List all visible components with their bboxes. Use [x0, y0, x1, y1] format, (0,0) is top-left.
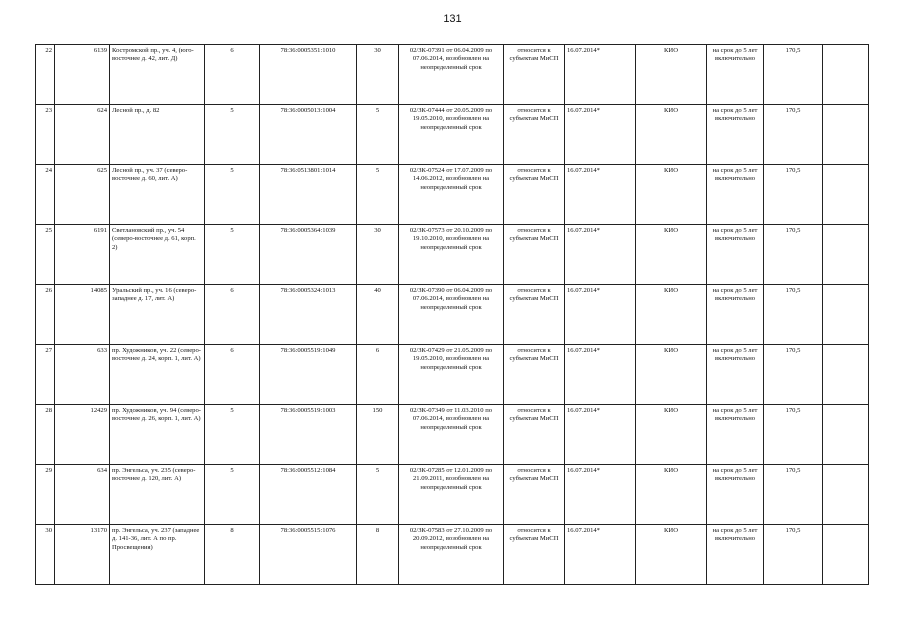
cadastral-number-cell: 78:36:0005519:1003: [260, 405, 357, 465]
area-cell: 40: [357, 285, 399, 345]
zone-cell: 5: [205, 465, 260, 525]
date-cell: 16.07.2014*: [565, 525, 636, 585]
area-cell: 5: [357, 465, 399, 525]
cadastral-number-cell: 78:36:0513801:1014: [260, 165, 357, 225]
object-code-cell: 14085: [55, 285, 110, 345]
area-cell: 150: [357, 405, 399, 465]
address-cell: Костромской пр., уч. 4, (юго-восточнее д. 42, лит. Д): [110, 45, 205, 105]
row-number-cell: 24: [36, 165, 55, 225]
cadastral-number-cell: 78:36:0005324:1013: [260, 285, 357, 345]
contract-cell: 02/ЗК-07391 от 06.04.2009 по 07.06.2014, возобновлен на неопределенный срок: [399, 45, 504, 105]
extra-cell: [823, 525, 869, 585]
area-cell: 30: [357, 225, 399, 285]
row-number-cell: 22: [36, 45, 55, 105]
zone-cell: 8: [205, 525, 260, 585]
table-body: [36, 45, 869, 585]
registry-table: [35, 44, 869, 585]
table-row: [36, 45, 869, 105]
price-cell: 170,5: [764, 165, 823, 225]
date-cell: 16.07.2014*: [565, 345, 636, 405]
date-cell: 16.07.2014*: [565, 225, 636, 285]
object-code-cell: 634: [55, 465, 110, 525]
organization-cell: КИО: [636, 525, 707, 585]
category-cell: относится к субъектам МиСП: [504, 225, 565, 285]
page-number: 131: [443, 13, 462, 25]
term-cell: на срок до 5 лет включительно: [707, 465, 764, 525]
term-cell: на срок до 5 лет включительно: [707, 165, 764, 225]
zone-cell: 6: [205, 345, 260, 405]
extra-cell: [823, 405, 869, 465]
address-cell: пр. Художников, уч. 94 (северо-восточнее д. 26, корп. 1, лит. А): [110, 405, 205, 465]
object-code-cell: 625: [55, 165, 110, 225]
date-cell: 16.07.2014*: [565, 405, 636, 465]
price-cell: 170,5: [764, 45, 823, 105]
address-cell: пр. Художников, уч. 22 (северо-восточнее д. 24, корп. 1, лит. А): [110, 345, 205, 405]
organization-cell: КИО: [636, 405, 707, 465]
date-cell: 16.07.2014*: [565, 165, 636, 225]
row-number-cell: 28: [36, 405, 55, 465]
term-cell: на срок до 5 лет включительно: [707, 105, 764, 165]
extra-cell: [823, 285, 869, 345]
table-row: [36, 525, 869, 585]
date-cell: 16.07.2014*: [565, 45, 636, 105]
area-cell: 5: [357, 165, 399, 225]
organization-cell: КИО: [636, 105, 707, 165]
zone-cell: 6: [205, 45, 260, 105]
term-cell: на срок до 5 лет включительно: [707, 225, 764, 285]
cadastral-number-cell: 78:36:0005515:1076: [260, 525, 357, 585]
term-cell: на срок до 5 лет включительно: [707, 525, 764, 585]
table-row: [36, 405, 869, 465]
contract-cell: 02/ЗК-07285 от 12.01.2009 по 21.09.2011, возобновлен на неопределенный срок: [399, 465, 504, 525]
area-cell: 6: [357, 345, 399, 405]
cadastral-number-cell: 78:36:0005512:1084: [260, 465, 357, 525]
extra-cell: [823, 105, 869, 165]
price-cell: 170,5: [764, 225, 823, 285]
contract-cell: 02/ЗК-07349 от 11.03.2010 по 07.06.2014, возобновлен на неопределенный срок: [399, 405, 504, 465]
date-cell: 16.07.2014*: [565, 285, 636, 345]
contract-cell: 02/ЗК-07573 от 20.10.2009 по 19.10.2010, возобновлен на неопределенный срок: [399, 225, 504, 285]
table-row: [36, 165, 869, 225]
contract-cell: 02/ЗК-07429 от 21.05.2009 по 19.05.2010, возобновлен на неопределенный срок: [399, 345, 504, 405]
category-cell: относится к субъектам МиСП: [504, 285, 565, 345]
address-cell: пр. Энгельса, уч. 237 (западнее д. 141-36, лит. А по пр. Просвещения): [110, 525, 205, 585]
organization-cell: КИО: [636, 345, 707, 405]
extra-cell: [823, 465, 869, 525]
object-code-cell: 13170: [55, 525, 110, 585]
object-code-cell: 6191: [55, 225, 110, 285]
category-cell: относится к субъектам МиСП: [504, 525, 565, 585]
price-cell: 170,5: [764, 465, 823, 525]
category-cell: относится к субъектам МиСП: [504, 465, 565, 525]
price-cell: 170,5: [764, 105, 823, 165]
area-cell: 30: [357, 45, 399, 105]
address-cell: пр. Энгельса, уч. 235 (северо-восточнее д. 120, лит. А): [110, 465, 205, 525]
area-cell: 8: [357, 525, 399, 585]
zone-cell: 5: [205, 225, 260, 285]
address-cell: Светлановский пр., уч. 54 (северо-восточнее д. 61, корп. 2): [110, 225, 205, 285]
area-cell: 5: [357, 105, 399, 165]
object-code-cell: 6139: [55, 45, 110, 105]
organization-cell: КИО: [636, 45, 707, 105]
term-cell: на срок до 5 лет включительно: [707, 405, 764, 465]
table-row: [36, 285, 869, 345]
zone-cell: 5: [205, 405, 260, 465]
address-cell: Лесной пр., д. 82: [110, 105, 205, 165]
row-number-cell: 27: [36, 345, 55, 405]
category-cell: относится к субъектам МиСП: [504, 165, 565, 225]
contract-cell: 02/ЗК-07583 от 27.10.2009 по 20.09.2012, возобновлен на неопределенный срок: [399, 525, 504, 585]
category-cell: относится к субъектам МиСП: [504, 345, 565, 405]
price-cell: 170,5: [764, 285, 823, 345]
term-cell: на срок до 5 лет включительно: [707, 345, 764, 405]
extra-cell: [823, 345, 869, 405]
object-code-cell: 633: [55, 345, 110, 405]
row-number-cell: 30: [36, 525, 55, 585]
row-number-cell: 29: [36, 465, 55, 525]
object-code-cell: 12429: [55, 405, 110, 465]
term-cell: на срок до 5 лет включительно: [707, 285, 764, 345]
object-code-cell: 624: [55, 105, 110, 165]
table-row: [36, 225, 869, 285]
zone-cell: 6: [205, 285, 260, 345]
zone-cell: 5: [205, 105, 260, 165]
category-cell: относится к субъектам МиСП: [504, 105, 565, 165]
row-number-cell: 25: [36, 225, 55, 285]
table-row: [36, 345, 869, 405]
category-cell: относится к субъектам МиСП: [504, 405, 565, 465]
contract-cell: 02/ЗК-07444 от 20.05.2009 по 19.05.2010, возобновлен на неопределенный срок: [399, 105, 504, 165]
price-cell: 170,5: [764, 525, 823, 585]
cadastral-number-cell: 78:36:0005364:1039: [260, 225, 357, 285]
organization-cell: КИО: [636, 165, 707, 225]
table-row: [36, 105, 869, 165]
cadastral-number-cell: 78:36:0005351:1010: [260, 45, 357, 105]
row-number-cell: 26: [36, 285, 55, 345]
contract-cell: 02/ЗК-07390 от 06.04.2009 по 07.06.2014, возобновлен на неопределенный срок: [399, 285, 504, 345]
price-cell: 170,5: [764, 405, 823, 465]
extra-cell: [823, 225, 869, 285]
organization-cell: КИО: [636, 225, 707, 285]
contract-cell: 02/ЗК-07524 от 17.07.2009 по 14.06.2012, возобновлен на неопределенный срок: [399, 165, 504, 225]
extra-cell: [823, 165, 869, 225]
zone-cell: 5: [205, 165, 260, 225]
organization-cell: КИО: [636, 285, 707, 345]
organization-cell: КИО: [636, 465, 707, 525]
date-cell: 16.07.2014*: [565, 465, 636, 525]
address-cell: Уральский пр., уч. 16 (северо-западнее д. 17, лит. А): [110, 285, 205, 345]
row-number-cell: 23: [36, 105, 55, 165]
category-cell: относится к субъектам МиСП: [504, 45, 565, 105]
table-row: [36, 465, 869, 525]
cadastral-number-cell: 78:36:0005519:1049: [260, 345, 357, 405]
date-cell: 16.07.2014*: [565, 105, 636, 165]
cadastral-number-cell: 78:36:0005013:1004: [260, 105, 357, 165]
price-cell: 170,5: [764, 345, 823, 405]
extra-cell: [823, 45, 869, 105]
address-cell: Лесной пр., уч. 37 (северо-восточнее д. 60, лит. А): [110, 165, 205, 225]
term-cell: на срок до 5 лет включительно: [707, 45, 764, 105]
